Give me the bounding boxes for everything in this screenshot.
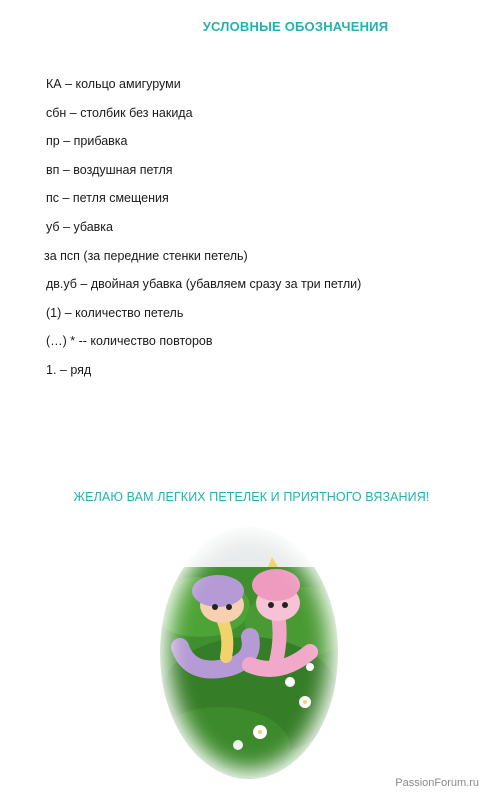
legend-item: пс – петля смещения (46, 191, 169, 206)
legend-item: уб – убавка (46, 219, 113, 234)
legend-item: КА – кольцо амигуруми (46, 77, 181, 91)
legend-item: 1. – ряд (46, 362, 92, 377)
legend-item: за псп (за передние стенки петель) (44, 248, 248, 263)
legend-item: (1) – количество петель (46, 305, 184, 320)
legend-item: (…) * -- количество повторов (46, 334, 213, 349)
legend-list (46, 76, 361, 391)
legend-item: дв.уб – двойная убавка (убавляем сразу за три петли) (46, 277, 362, 292)
wish-heading: ЖЕЛАЮ ВАМ ЛЕГКИХ ПЕТЕЛЕК И ПРИЯТНОГО ВЯЗАНИЯ! (73, 490, 430, 504)
legend-item: сбн – столбик без накида (46, 105, 193, 120)
legend-item: вп – воздушная петля (46, 162, 173, 177)
watermark: PassionForum.ru (395, 777, 479, 789)
legend-item: пр – прибавка (46, 134, 128, 149)
knitted-snakes-photo (160, 527, 338, 779)
page-title: УСЛОВНЫЕ ОБОЗНАЧЕНИЯ (202, 19, 389, 34)
